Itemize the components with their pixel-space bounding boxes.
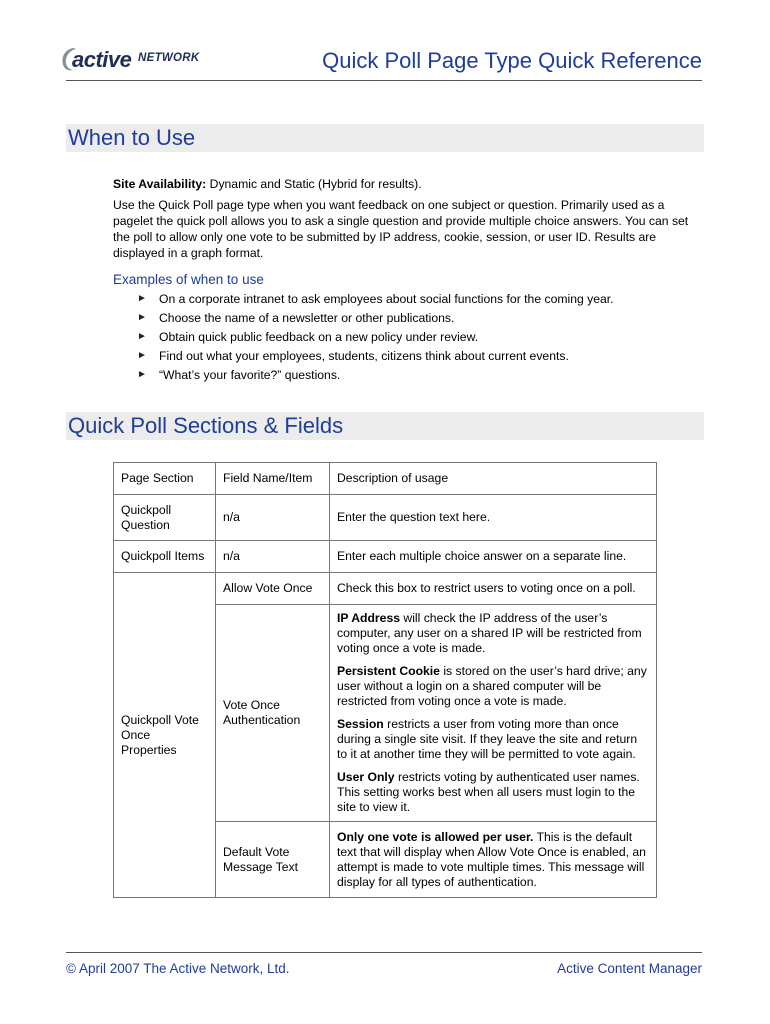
table-row <box>114 495 657 541</box>
document-title: Quick Poll Page Type Quick Reference <box>322 48 702 73</box>
table-cell-field: n/a <box>216 541 330 573</box>
footer-product: Active Content Manager <box>557 961 702 976</box>
table-cell-description: Only one vote is allowed per user. This is the default text that will display when Allow Vote Once is enabled, an attempt is made to vote multiple times. This message will display for all types of authentication. <box>330 822 657 898</box>
logo-network-text: NETWORK <box>138 52 200 64</box>
table-cell-field: n/a <box>216 495 330 541</box>
logo-active-text: active <box>72 47 132 72</box>
table-cell-description <box>330 605 657 822</box>
section-when-to-use <box>66 124 704 152</box>
table-cell-description: Check this box to restrict users to voting once on a poll. <box>330 573 657 605</box>
bullet-arrow-icon: ► <box>137 369 147 380</box>
availability-value: Dynamic and Static (Hybrid for results). <box>206 177 422 191</box>
auth-persistent-cookie: Persistent Cookie is stored on the user’s hard drive; any user without a login on a shared computer will be restricted from voting once a vote is made. <box>337 664 647 708</box>
bullet-arrow-icon: ► <box>137 331 147 342</box>
section-heading-sections-fields: Quick Poll Sections & Fields <box>68 413 344 438</box>
table-cell-section: Quickpoll Question <box>114 495 216 541</box>
site-availability <box>113 176 703 192</box>
footer-copyright: © April 2007 The Active Network, Ltd. <box>66 961 290 976</box>
footer-divider <box>66 952 702 953</box>
fields-table <box>113 462 657 898</box>
section-heading-when-to-use: When to Use <box>68 125 196 150</box>
examples-heading: Examples of when to use <box>113 272 264 287</box>
table-cell-section: Quickpoll Vote Once Properties <box>114 573 216 898</box>
usage-description: Use the Quick Poll page type when you want feedback on one subject or question. Primarily used as a pagelet the quick poll allows you to ask a single question and provide multiple choice answers. You can set the poll to allow only one vote to be submitted by IP address, cookie, session, or user ID. Results are displayed in a graph format. <box>113 198 689 260</box>
table-cell-field: Allow Vote Once <box>216 573 330 605</box>
bullet-arrow-icon: ► <box>137 293 147 304</box>
table-cell-section: Quickpoll Items <box>114 541 216 573</box>
table-header-cell: Description of usage <box>330 463 657 495</box>
table-row <box>114 573 657 605</box>
auth-session: Session restricts a user from voting more than once during a single site visit. If they leave the site and return to it at another time they will be permitted to vote again. <box>337 717 638 761</box>
header-divider <box>66 80 702 81</box>
section-sections-fields <box>66 412 704 440</box>
bullet-arrow-icon: ► <box>137 350 147 361</box>
auth-user-only: User Only restricts voting by authenticated user names. This setting works best when all users must login to the site to view it. <box>337 770 640 814</box>
list-item: ► Find out what your employees, students, citizens think about current events. <box>137 349 569 363</box>
table-cell-description: Enter the question text here. <box>330 495 657 541</box>
bullet-arrow-icon: ► <box>137 312 147 323</box>
list-item: ► Choose the name of a newsletter or other publications. <box>137 311 455 325</box>
examples-list <box>137 291 614 386</box>
list-item: ► On a corporate intranet to ask employees about social functions for the coming year. <box>137 292 614 306</box>
table-cell-description: Enter each multiple choice answer on a separate line. <box>330 541 657 573</box>
availability-label: Site Availability: <box>113 177 207 191</box>
list-item: ► Obtain quick public feedback on a new policy under review. <box>137 330 479 344</box>
table-header-cell: Page Section <box>114 463 216 495</box>
auth-ip-address: IP Address will check the IP address of the user’s computer, any user on a shared IP will be restricted from voting once a vote is made. <box>337 611 642 655</box>
table-cell-field: Default Vote Message Text <box>216 822 330 898</box>
table-row <box>114 541 657 573</box>
table-cell-field: Vote Once Authentication <box>216 605 330 822</box>
table-header-row <box>114 463 657 495</box>
active-network-logo <box>60 45 210 73</box>
list-item: ► “What’s your favorite?” questions. <box>137 368 341 382</box>
table-header-cell: Field Name/Item <box>216 463 330 495</box>
